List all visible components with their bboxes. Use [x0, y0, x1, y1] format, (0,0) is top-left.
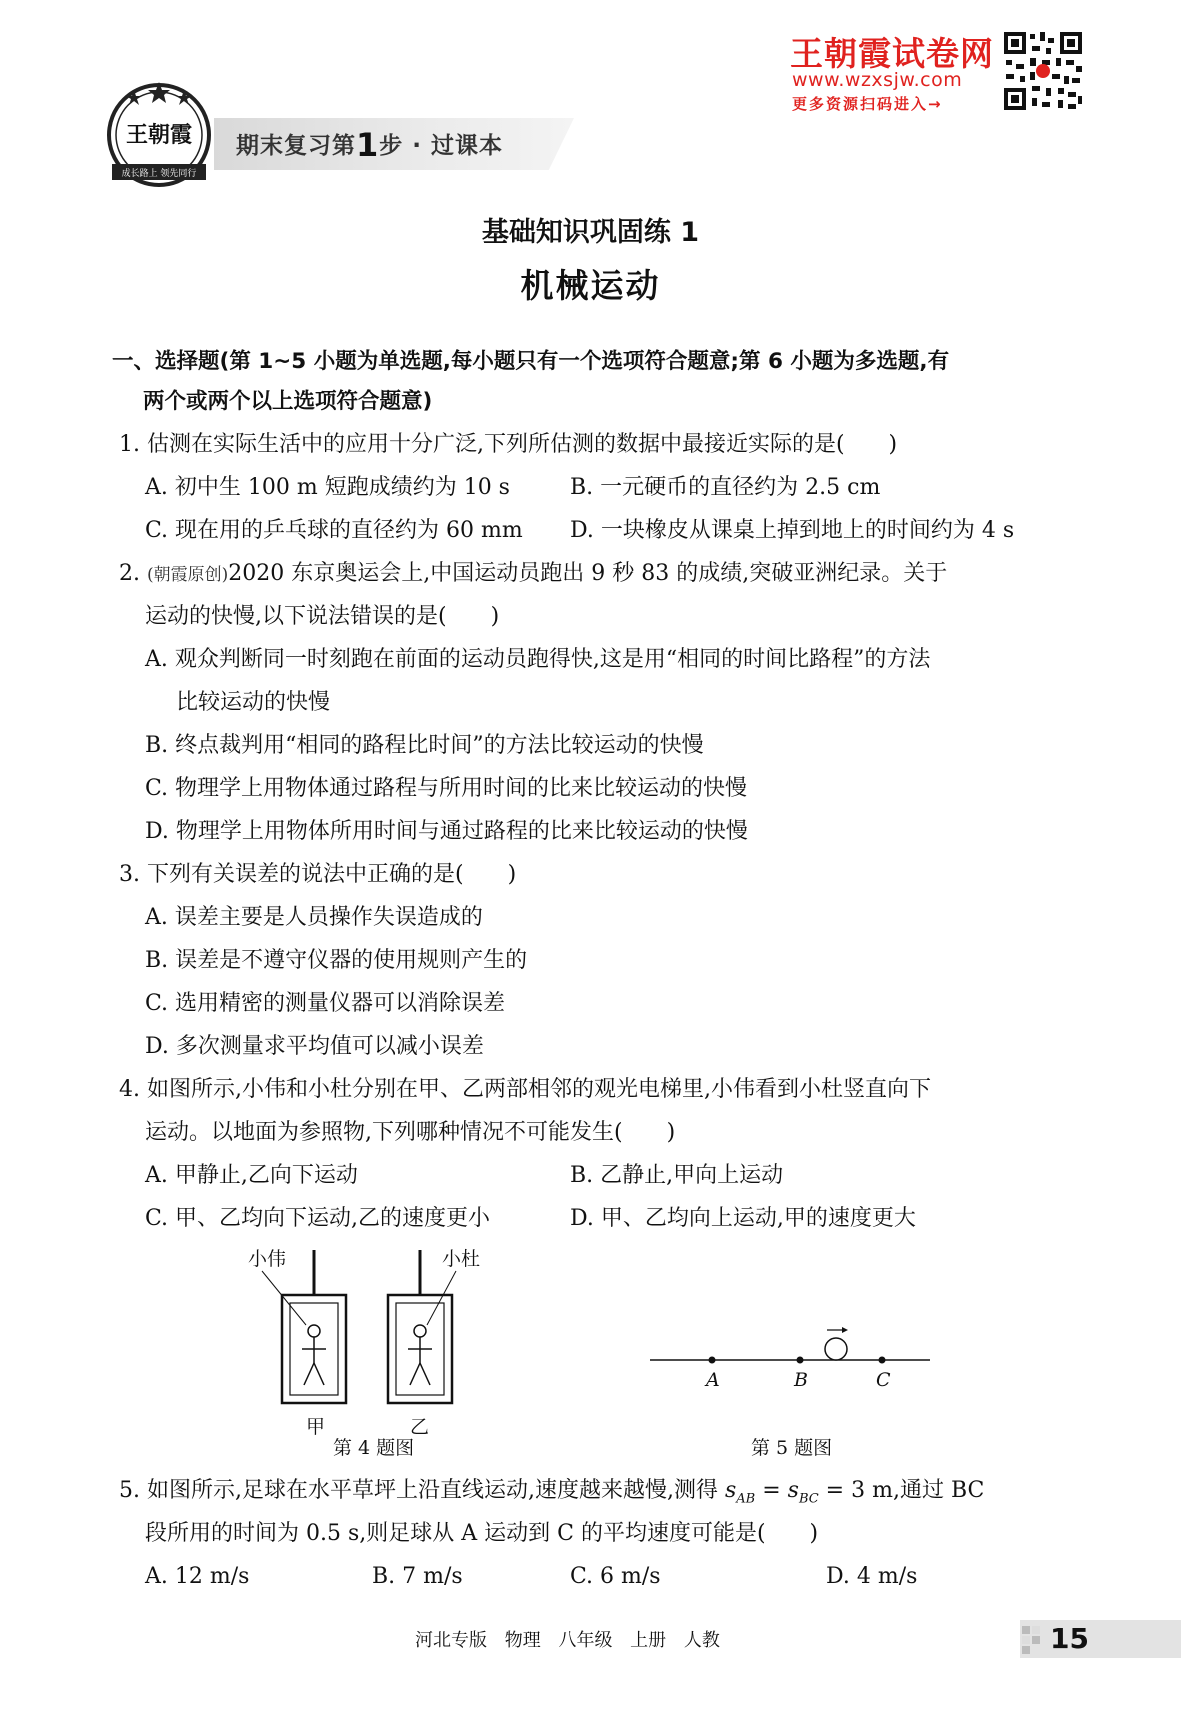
q5-option-b[interactable]: B. 7 m/s [372, 1564, 463, 1589]
q1-option-c[interactable]: C. 现在用的乒乓球的直径约为 60 mm [145, 518, 523, 543]
q2-option-d[interactable]: D. 物理学上用物体所用时间与通过路程的比来比较运动的快慢 [145, 819, 748, 844]
fig4-label-xiaowei: 小伟 [248, 1248, 287, 1270]
page-number-bar [1020, 1620, 1181, 1658]
fig4-label-jia: 甲 [306, 1416, 326, 1438]
figure-5-ball-track [640, 1320, 940, 1390]
q4-stem: 4. 如图所示,小伟和小杜分别在甲、乙两部相邻的观光电梯里,小伟看到小杜竖直向下 [119, 1077, 931, 1102]
q2-stem [119, 559, 947, 590]
q4-option-b[interactable]: B. 乙静止,甲向上运动 [570, 1163, 784, 1188]
q2-source-tag: (朝霞原创) [147, 565, 229, 585]
q1-option-d[interactable]: D. 一块橡皮从课桌上掉到地上的时间约为 4 s [570, 518, 1015, 543]
page-title: 机械运动 [520, 266, 661, 305]
q5-option-d[interactable]: D. 4 m/s [826, 1564, 918, 1589]
q2-option-a-cont[interactable]: 比较运动的快慢 [176, 690, 331, 715]
q4-option-d[interactable]: D. 甲、乙均向上运动,甲的速度更大 [570, 1206, 916, 1231]
q5-stem-post: = 3 m,通过 BC [818, 1478, 985, 1503]
banner-step: 1 [356, 126, 380, 164]
q5-option-c[interactable]: C. 6 m/s [570, 1564, 661, 1589]
qr-code-icon[interactable] [1002, 30, 1084, 112]
fig4-label-xiaodu: 小杜 [442, 1248, 481, 1270]
brand-name: 王朝霞试卷网 [790, 34, 994, 73]
q2-option-c[interactable]: C. 物理学上用物体通过路程与所用时间的比来比较运动的快慢 [145, 776, 748, 801]
fig5-label-b: B [794, 1369, 808, 1390]
footer-edition: 河北专版 物理 八年级 上册 人教 [415, 1630, 720, 1651]
fig5-ball [825, 1338, 847, 1360]
q2-stem-text: 2020 东京奥运会上,中国运动员跑出 9 秒 83 的成绩,突破亚洲纪录。关于 [228, 561, 948, 586]
q4-option-c[interactable]: C. 甲、乙均向下运动,乙的速度更小 [145, 1206, 491, 1231]
figure-4-elevators [230, 1245, 530, 1455]
q4-option-a[interactable]: A. 甲静止,乙向下运动 [145, 1163, 358, 1188]
exercise-subtitle: 基础知识巩固练 1 [481, 217, 700, 248]
q2-option-a[interactable]: A. 观众判断同一时刻跑在前面的运动员跑得快,这是用“相同的时间比路程”的方法 [145, 647, 931, 672]
banner-prefix: 期末复习第 [236, 133, 356, 159]
q4-stem-cont: 运动。以地面为参照物,下列哪种情况不可能发生( ) [145, 1120, 676, 1145]
q5-equals: = [755, 1478, 788, 1503]
fig5-velocity-arrow [827, 1327, 848, 1333]
q5-stem [119, 1476, 984, 1514]
page-corner-blocks-icon [1020, 1622, 1044, 1656]
q5-option-a[interactable]: A. 12 m/s [145, 1564, 250, 1589]
brand-url[interactable]: www.wzxsjw.com [792, 69, 963, 91]
fig5-label-c: C [876, 1369, 891, 1390]
q3-option-a[interactable]: A. 误差主要是人员操作失误造成的 [145, 905, 483, 930]
fig4-caption: 第 4 题图 [333, 1437, 415, 1459]
q3-option-d[interactable]: D. 多次测量求平均值可以减小误差 [145, 1034, 484, 1059]
fig5-point-a [709, 1357, 716, 1364]
q5-stem-pre: 5. 如图所示,足球在水平草坪上沿直线运动,速度越来越慢,测得 [119, 1478, 725, 1503]
fig5-label-a: A [706, 1369, 720, 1390]
brand-tip: 更多资源扫码进入→ [792, 95, 943, 113]
fig5-point-b [797, 1357, 804, 1364]
fig5-point-c [879, 1357, 886, 1364]
q5-var-s-bc: s [787, 1478, 799, 1503]
fig5-caption: 第 5 题图 [751, 1437, 833, 1459]
fig4-label-yi: 乙 [410, 1416, 430, 1438]
section-heading: 一、选择题(第 1~5 小题为单选题,每小题只有一个选项符合题意;第 6 小题为多选题,有 [112, 349, 950, 374]
q2-number: 2. [119, 561, 140, 586]
q3-option-c[interactable]: C. 选用精密的测量仪器可以消除误差 [145, 991, 506, 1016]
q5-sub-ab: AB [736, 1491, 756, 1507]
banner-suffix: 步 · 过课本 [379, 133, 504, 159]
q3-stem: 3. 下列有关误差的说法中正确的是( ) [119, 862, 517, 887]
q5-stem-cont: 段所用的时间为 0.5 s,则足球从 A 运动到 C 的平均速度可能是( ) [145, 1521, 819, 1546]
q2-stem-cont: 运动的快慢,以下说法错误的是( ) [145, 604, 500, 629]
q3-option-b[interactable]: B. 误差是不遵守仪器的使用规则产生的 [145, 948, 528, 973]
q2-option-b[interactable]: B. 终点裁判用“相同的路程比时间”的方法比较运动的快慢 [145, 733, 704, 758]
logo-badge [104, 80, 214, 190]
header-banner [236, 126, 503, 164]
logo-motto: 成长路上 领先同行 [121, 169, 197, 179]
page-number: 15 [1050, 1622, 1089, 1655]
q5-var-s-ab: s [724, 1478, 737, 1503]
q1-option-b[interactable]: B. 一元硬币的直径约为 2.5 cm [570, 475, 881, 500]
logo-text: 王朝霞 [125, 122, 193, 148]
section-heading-cont: 两个或两个以上选项符合题意) [143, 389, 433, 414]
q5-sub-bc: BC [798, 1491, 819, 1507]
q1-option-a[interactable]: A. 初中生 100 m 短跑成绩约为 10 s [145, 475, 510, 500]
q1-stem: 1. 估测在实际生活中的应用十分广泛,下列所估测的数据中最接近实际的是( ) [119, 432, 898, 457]
